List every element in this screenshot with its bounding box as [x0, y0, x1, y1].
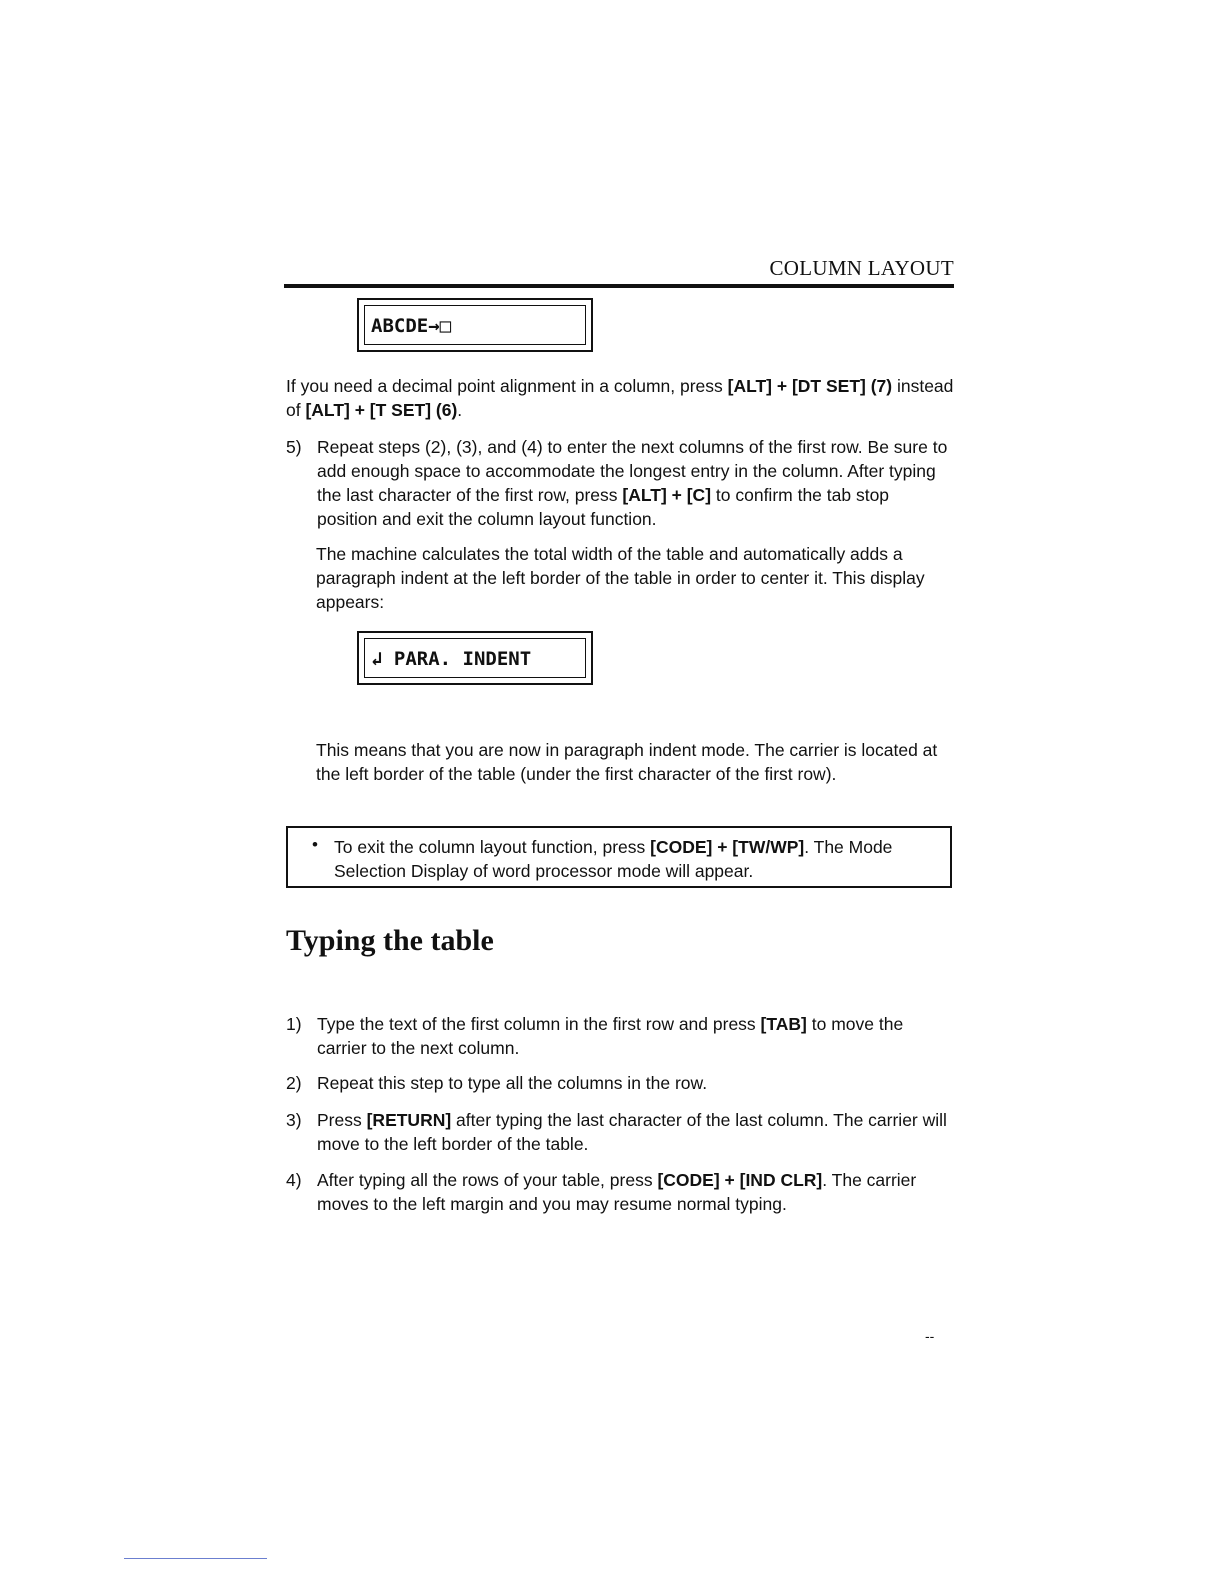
footer-divider [124, 1558, 267, 1559]
page-header-title: COLUMN LAYOUT [769, 256, 954, 280]
text-run: To exit the column layout function, press [334, 837, 651, 857]
step-number: 5) [286, 437, 302, 457]
step-text [317, 435, 954, 531]
text-run: . The carrier moves to the left margin and you may resume normal typing. [317, 1170, 917, 1214]
key-combo: [CODE] + [TW/WP] [650, 837, 805, 857]
section-heading: Typing the table [286, 924, 494, 957]
text-run: . The Mode Selection Display of word processor mode will appear. [334, 837, 893, 881]
page-footer-mark: -- [925, 1328, 935, 1344]
paragraph-indent-mode-paragraph: This means that you are now in paragraph indent mode. The carrier is located at the left border of the table (under the first character of the first row). [316, 740, 938, 784]
text-run: Type the text of the first column in the first row and press [317, 1014, 761, 1034]
key-combo: [ALT] + [T SET] (6) [305, 400, 458, 420]
key-combo: [RETURN] [366, 1110, 452, 1130]
text-run: instead of [286, 376, 954, 420]
lcd-display-text: ↲ PARA. INDENT [364, 638, 586, 678]
text-run: Repeat steps (2), (3), and (4) to enter the next columns of the first row. Be sure to add enough space to accommodate the longest entry in the column. After typing the last character of the first row, press [317, 437, 948, 505]
step-text: Repeat this step to type all the columns in the row. [317, 1073, 708, 1093]
bullet-icon: • [312, 835, 318, 854]
step-number: 2) [286, 1073, 302, 1093]
key-combo: [CODE] + [IND CLR] [657, 1170, 823, 1190]
text-run: . [457, 400, 463, 420]
step-text [317, 1012, 954, 1060]
step-number: 4) [286, 1170, 302, 1190]
key-combo: [ALT] + [C] [622, 485, 712, 505]
lcd-display-para-indent [357, 631, 593, 685]
lcd-display-abcde [357, 298, 593, 352]
machine-calculates-paragraph: The machine calculates the total width of the table and automatically adds a paragraph indent at the left border of the table in order to center it. This display appears: [316, 544, 925, 612]
note-box [286, 826, 952, 888]
key-combo: [ALT] + [DT SET] (7) [727, 376, 893, 396]
step-number: 3) [286, 1110, 302, 1130]
key-combo: [TAB] [760, 1014, 807, 1034]
page-header [284, 256, 954, 288]
decimal-alignment-paragraph [286, 374, 954, 422]
step-number: 1) [286, 1014, 302, 1034]
note-text [334, 835, 930, 883]
text-run: After typing all the rows of your table, press [317, 1170, 658, 1190]
step-text [317, 1168, 954, 1216]
step-text [317, 1108, 954, 1156]
text-run: to confirm the tab stop position and exit the column layout function. [317, 485, 890, 529]
text-run: If you need a decimal point alignment in a column, press [286, 376, 728, 396]
text-run: Press [317, 1110, 367, 1130]
lcd-display-text: ABCDE→□ [364, 305, 586, 345]
text-run: to move the carrier to the next column. [317, 1014, 904, 1058]
text-run: after typing the last character of the last column. The carrier will move to the left border of the table. [317, 1110, 947, 1154]
